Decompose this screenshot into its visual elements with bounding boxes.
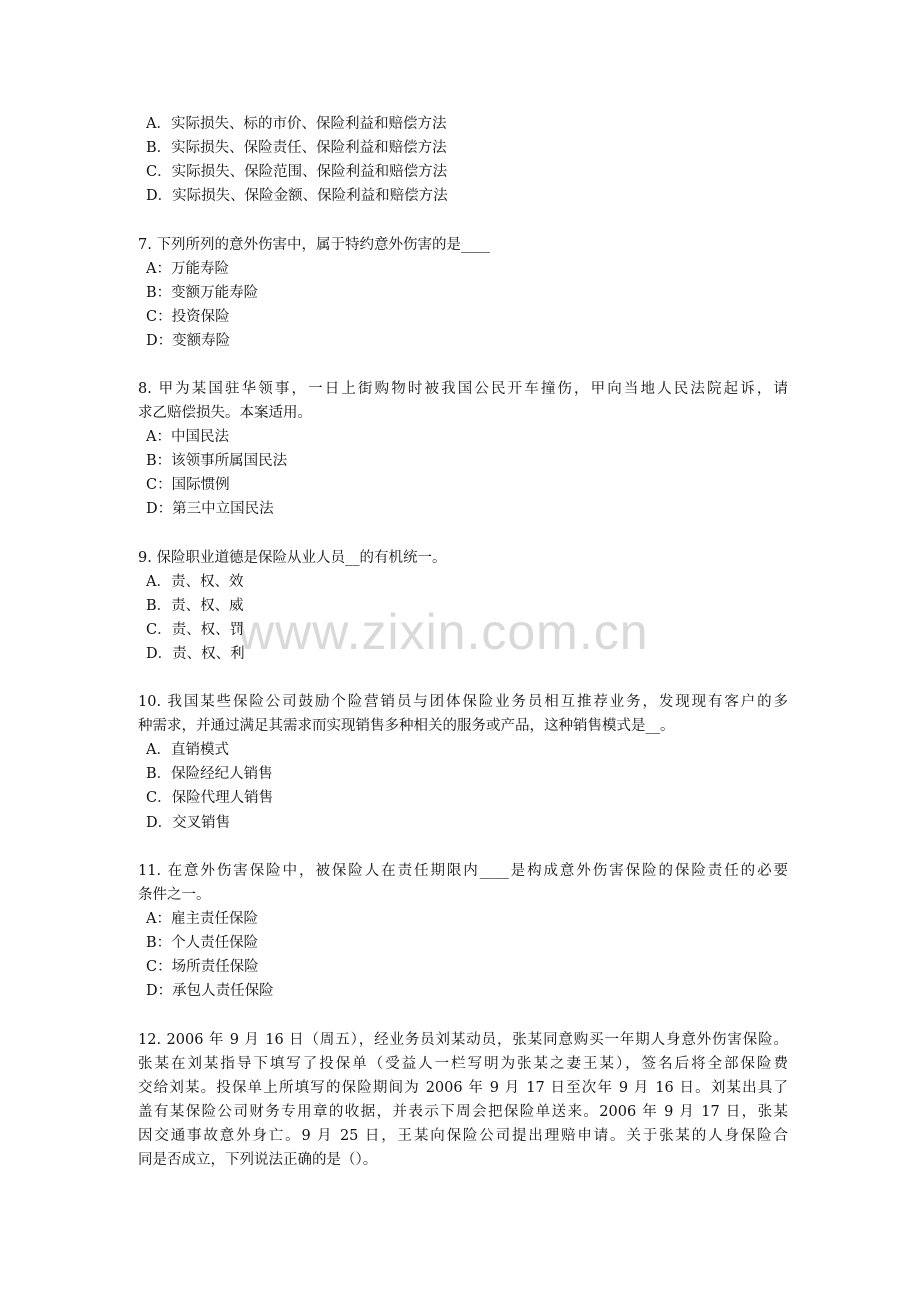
option-a: A：万能寿险 bbox=[146, 261, 229, 277]
option-c: C．实际损失、保险范围、保险利益和赔偿方法 bbox=[146, 164, 448, 180]
question-stem-line-2: 求乙赔偿损失。本案适用。 bbox=[138, 405, 312, 421]
option-b: B：变额万能寿险 bbox=[146, 285, 259, 301]
option-a: A．直销模式 bbox=[146, 742, 229, 758]
question-stem-line-3: 交给刘某。投保单上所填写的保险期间为 2006 年 9 月 17 日至次年 9 月 16 日。刘某出具了 bbox=[138, 1080, 788, 1096]
question-stem-line-5: 因交通事故意外身亡。9 月 25 日，王某向保险公司提出理赔申请。关于张某的人身保险合 bbox=[138, 1128, 788, 1144]
question-stem-line-2: 种需求，并通过满足其需求而实现销售多种相关的服务或产品，这种销售模式是__。 bbox=[138, 718, 675, 734]
option-b: B：个人责任保险 bbox=[146, 935, 259, 951]
question-stem: 7. 下列所列的意外伤害中，属于特约意外伤害的是____ bbox=[138, 237, 490, 253]
option-b: B．保险经纪人销售 bbox=[146, 766, 273, 782]
option-c: C：国际惯例 bbox=[146, 477, 230, 493]
option-a: A．责、权、效 bbox=[146, 574, 244, 590]
option-c: C．保险代理人销售 bbox=[146, 790, 274, 806]
option-b: B：该领事所属国民法 bbox=[146, 453, 288, 469]
question-stem-line-1: 8. 甲为某国驻华领事，一日上街购物时被我国公民开车撞伤，甲向当地人民法院起诉，请 bbox=[138, 381, 788, 397]
option-d: D：承包人责任保险 bbox=[146, 983, 274, 999]
option-d: D．责、权、利 bbox=[146, 646, 245, 662]
option-a: A．实际损失、标的市价、保险利益和赔偿方法 bbox=[146, 116, 447, 132]
option-b: B．责、权、威 bbox=[146, 598, 244, 614]
option-a: A：雇主责任保险 bbox=[146, 911, 258, 927]
option-d: D：变额寿险 bbox=[146, 333, 231, 349]
option-d: D．实际损失、保险金额、保险利益和赔偿方法 bbox=[146, 188, 448, 204]
watermark: www.zixin.com.cn bbox=[238, 604, 649, 660]
option-c: C：场所责任保险 bbox=[146, 959, 259, 975]
question-stem-line-1: 11. 在意外伤害保险中，被保险人在责任期限内____是构成意外伤害保险的保险责任的必要 bbox=[138, 863, 788, 879]
question-stem-line-6: 同是否成立，下列说法正确的是（）。 bbox=[138, 1152, 378, 1168]
question-stem: 9. 保险职业道德是保险从业人员__的有机统一。 bbox=[138, 550, 447, 566]
option-a: A：中国民法 bbox=[146, 429, 229, 445]
option-b: B．实际损失、保险责任、保险利益和赔偿方法 bbox=[146, 140, 447, 156]
question-stem-line-1: 10. 我国某些保险公司鼓励个险营销员与团体保险业务员相互推荐业务，发现现有客户的多 bbox=[138, 694, 788, 710]
question-stem-line-4: 盖有某保险公司财务专用章的收据，并表示下周会把保险单送来。2006 年 9 月 17 日，张某 bbox=[138, 1104, 788, 1120]
question-stem-line-2: 张某在刘某指导下填写了投保单（受益人一栏写明为张某之妻王某），签名后将全部保险费 bbox=[138, 1056, 788, 1072]
question-stem-line-2: 条件之一。 bbox=[138, 887, 211, 903]
question-stem-line-1: 12. 2006 年 9 月 16 日（周五），经业务员刘某动员，张某同意购买一年期人身意外伤害保险。 bbox=[138, 1032, 788, 1048]
option-c: C：投资保险 bbox=[146, 309, 230, 325]
option-d: D：第三中立国民法 bbox=[146, 501, 274, 517]
option-d: D．交叉销售 bbox=[146, 815, 231, 831]
option-c: C．责、权、罚 bbox=[146, 622, 245, 638]
